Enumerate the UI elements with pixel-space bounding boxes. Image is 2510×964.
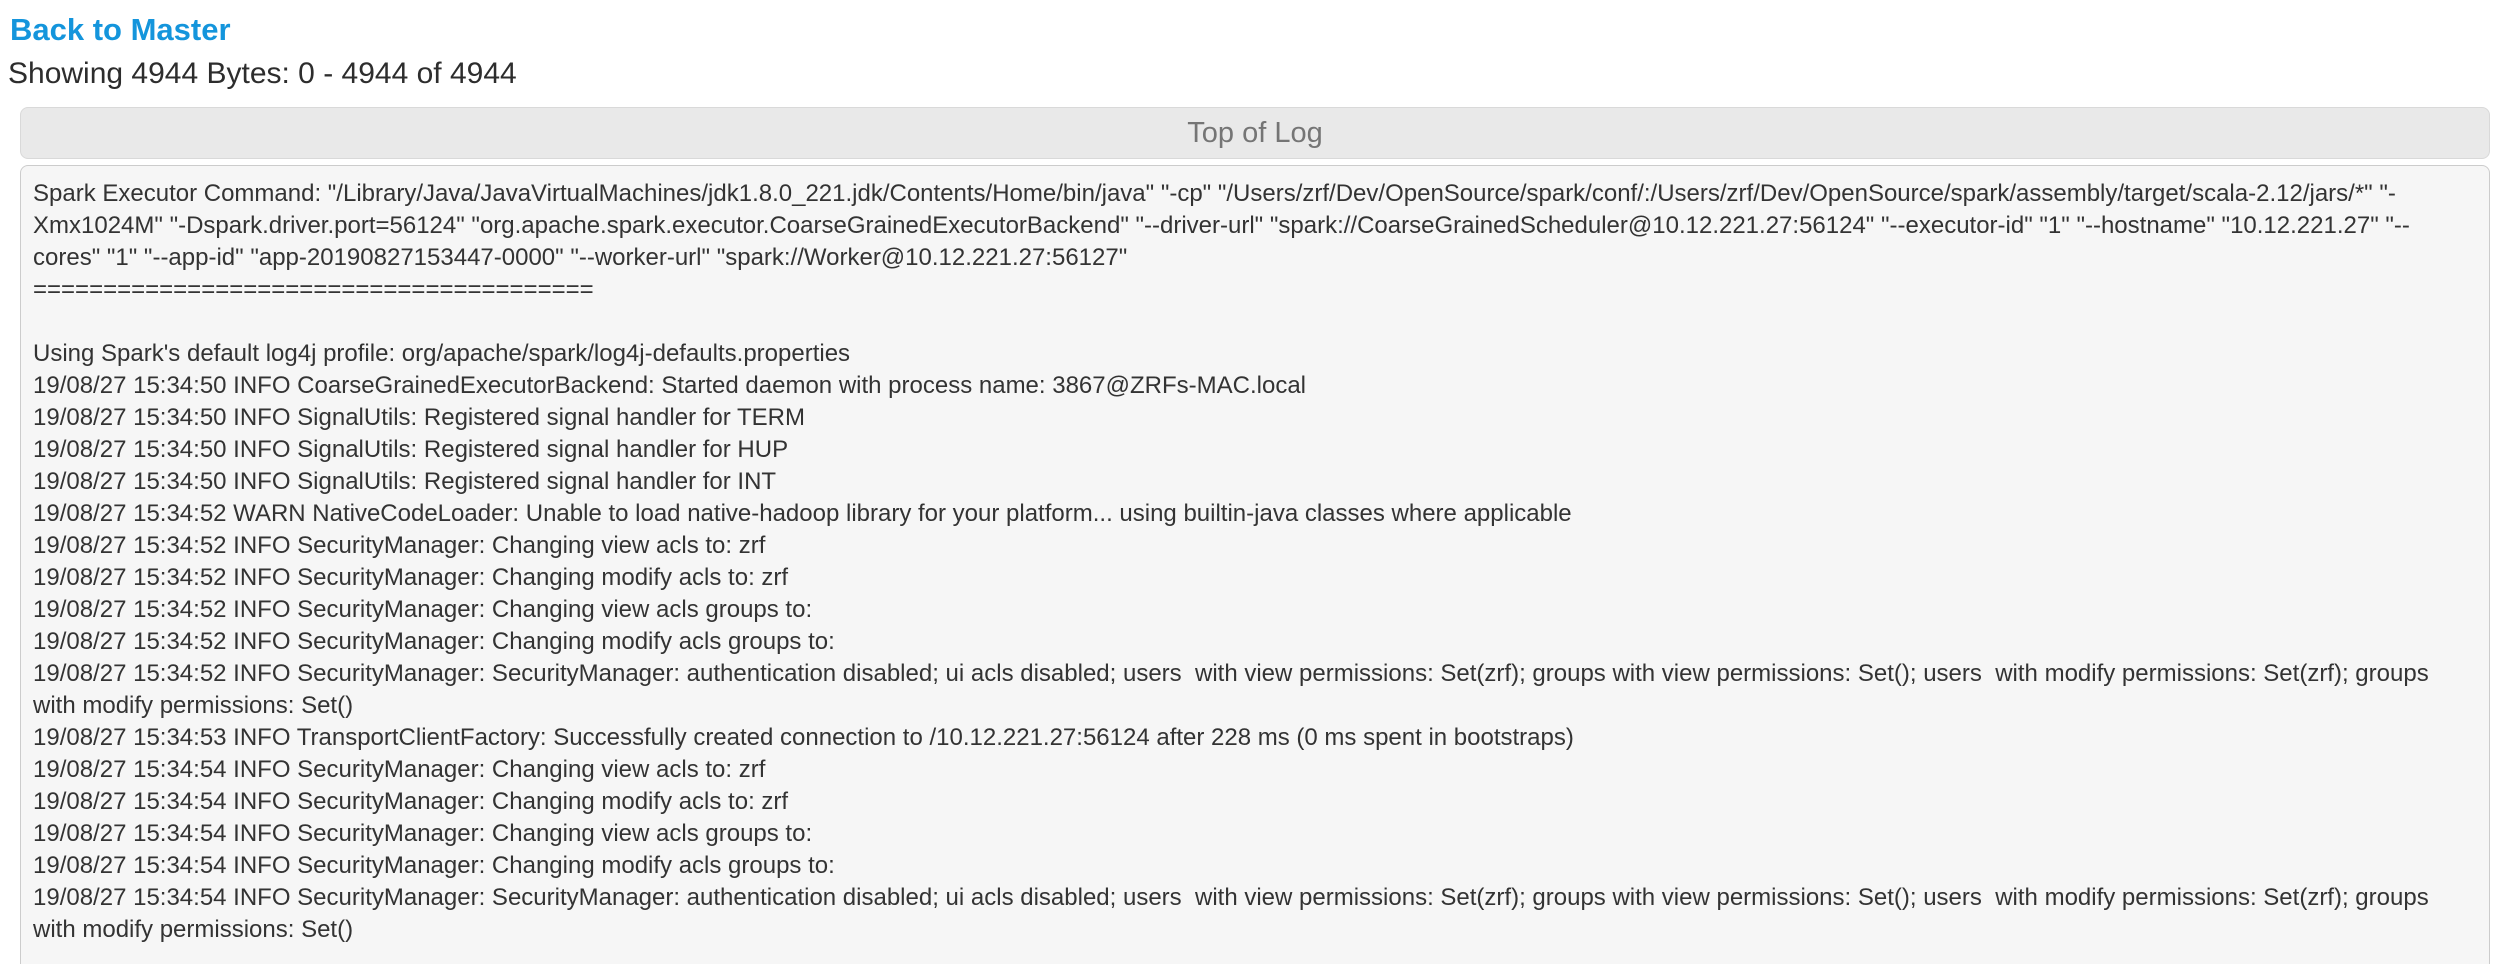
- log-line: [33, 306, 2477, 338]
- log-line: 19/08/27 15:34:52 WARN NativeCodeLoader: Unable to load native-hadoop library for your platform... using builtin-java classes where applicable: [33, 500, 1572, 527]
- back-to-master-link[interactable]: Back to Master: [10, 12, 231, 47]
- log-line: 19/08/27 15:34:50 INFO CoarseGrainedExecutorBackend: Started daemon with process name: 3867@ZRFs-MAC.local: [33, 372, 1306, 399]
- log-line: 19/08/27 15:34:52 INFO SecurityManager: Changing view acls groups to:: [33, 596, 813, 623]
- log-line: 19/08/27 15:34:54 INFO SecurityManager: Changing view acls groups to:: [33, 820, 813, 847]
- log-line: 19/08/27 15:34:50 INFO SignalUtils: Registered signal handler for HUP: [33, 436, 789, 463]
- log-line: Using Spark's default log4j profile: org/apache/spark/log4j-defaults.properties: [33, 340, 851, 367]
- log-line: ========================================: [33, 276, 594, 303]
- log-line: 19/08/27 15:34:54 INFO SecurityManager: Changing modify acls to: zrf: [33, 788, 789, 815]
- log-line: 19/08/27 15:34:52 INFO SecurityManager: SecurityManager: authentication disabled; ui acls disabled; users with view permissions: Set(zrf); groups with view permissions: Set(); users with modify permissions: Set(zrf); groups with modify permissions: Set(): [33, 660, 2436, 719]
- log-line: 19/08/27 15:34:53 INFO TransportClientFactory: Successfully created connection to /10.12.221.27:56124 after 228 ms (0 ms spent in bootstraps): [33, 724, 1574, 751]
- log-line: 19/08/27 15:34:54 INFO SecurityManager: Changing view acls to: zrf: [33, 756, 766, 783]
- log-line: 19/08/27 15:34:50 INFO SignalUtils: Registered signal handler for INT: [33, 468, 777, 495]
- log-line: 19/08/27 15:34:50 INFO SignalUtils: Registered signal handler for TERM: [33, 404, 805, 431]
- log-line: 19/08/27 15:34:52 INFO SecurityManager: Changing view acls to: zrf: [33, 532, 766, 559]
- log-content-area: [20, 165, 2490, 964]
- log-line: Spark Executor Command: "/Library/Java/JavaVirtualMachines/jdk1.8.0_221.jdk/Contents/Home/bin/java" "-cp" "/Users/zrf/Dev/OpenSource/spark/conf/:/Users/zrf/Dev/OpenSource/spark/assembly/target/scala-2.12/jars/*" "-Xmx1024M" "-Dspark.driver.port=56124" "org.apache.spark.executor.CoarseGrainedExecutorBackend" "--driver-url" "spark://CoarseGrainedScheduler@10.12.221.27:56124" "--executor-id" "1" "--hostname" "10.12.221.27" "--cores" "1" "--app-id" "app-20190827153447-0000" "--worker-url" "spark://Worker@10.12.221.27:56127": [33, 180, 2410, 271]
- byte-range-info: Showing 4944 Bytes: 0 - 4944 of 4944: [8, 57, 517, 90]
- log-line: 19/08/27 15:34:52 INFO SecurityManager: Changing modify acls groups to:: [33, 628, 835, 655]
- log-line: 19/08/27 15:34:52 INFO SecurityManager: Changing modify acls to: zrf: [33, 564, 789, 591]
- log-line: 19/08/27 15:34:54 INFO SecurityManager: SecurityManager: authentication disabled; ui acls disabled; users with view permissions: Set(zrf); groups with view permissions: Set(); users with modify permissions: Set(zrf); groups with modify permissions: Set(): [33, 884, 2436, 943]
- log-position-header: Top of Log: [20, 107, 2490, 159]
- log-line: 19/08/27 15:34:54 INFO SecurityManager: Changing modify acls groups to:: [33, 852, 835, 879]
